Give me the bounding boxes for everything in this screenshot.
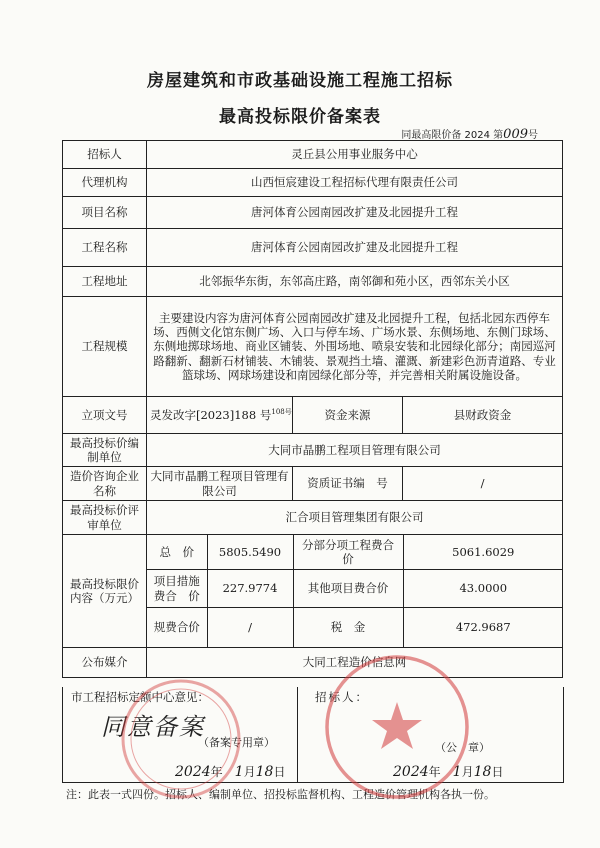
subitem-label: 分部分项工程费合价 (293, 535, 403, 569)
right-date-year: 2024 (393, 764, 429, 780)
tax-value: 472.9687 (455, 620, 511, 635)
subitem-value: 5061.6029 (452, 544, 515, 559)
fee-label: 规费合价 (147, 608, 207, 647)
cert-label: 资质证书编 号 (293, 467, 403, 501)
price-row-1 (147, 535, 563, 570)
page-title-line1: 房屋建筑和市政基础设施工程施工招标 (147, 71, 453, 91)
total-label: 总 价 (147, 535, 207, 569)
consult-label: 造价咨询企业名称 (63, 467, 147, 501)
left-date-month: 1 (234, 764, 244, 780)
handwritten-signature: 同意备案 (101, 713, 205, 741)
right-year-char: 年 (428, 765, 441, 779)
center-opinion-label: 市工程招标定额中心意见： (71, 690, 209, 704)
price-row-2 (147, 570, 563, 608)
right-date (393, 763, 503, 780)
fee-value: / (207, 608, 293, 647)
left-year-char: 年 (210, 765, 223, 779)
approval-section (62, 687, 564, 783)
reviewer-label: 最高投标价评审单位 (63, 501, 147, 535)
filing-stamp-label: （备案专用章） (198, 736, 275, 749)
price-label: 最高投标限价内容（万元） (63, 535, 147, 648)
other-label: 其他项目费合价 (293, 570, 403, 607)
record-number-handwritten: 009 (503, 127, 528, 142)
footnote: 注：此表一式四份。招标人、编制单位、招投标监督机构、工程造价管理机构各执一份。 (66, 788, 495, 801)
left-date-day: 18 (255, 764, 274, 780)
right-date-day: 18 (473, 764, 492, 780)
price-row-3 (147, 608, 563, 648)
measures-value: 227.9774 (207, 570, 293, 607)
fund-label: 资金来源 (293, 397, 403, 434)
consult-value: 大同市晶鹏工程项目管理有限公司 (147, 467, 293, 501)
location-label: 工程地址 (63, 267, 147, 297)
engineering-name-label: 工程名称 (63, 229, 147, 267)
scale-value: 主要建设内容为唐河体育公园南园改扩建及北园提升工程，包括北园东西停车场、西侧文化馆东侧广场、入口与停车场、广场水景、东侧场地、东侧门球场、东侧地掷球场地、商业区铺装、外围场地、喷泉安装和北园绿化部分；南园巡河路翻新、翻新石材铺装、木铺装、景观挡土墙、灌溉、新建彩色沥青道路、专业篮球场、网球场建设和南园绿化部分等，并完善相关附属设施设备。 (147, 297, 563, 397)
right-date-month: 1 (452, 764, 462, 780)
approval-value: 灵发改字[2023]188 号 (150, 407, 272, 422)
location-value: 北邻振华东街，东邻高庄路，南邻御和苑小区，西邻东关小区 (147, 267, 563, 297)
right-month-char: 月 (461, 765, 474, 779)
agency-label: 代理机构 (63, 169, 147, 197)
approval-divider (297, 687, 298, 782)
tax-label: 税 金 (293, 608, 403, 647)
official-seal-label: （公 章） (435, 741, 490, 754)
compiler-value: 大同市晶鹏工程项目管理有限公司 (147, 434, 563, 467)
tenderer-value: 灵丘县公用事业服务中心 (147, 141, 563, 169)
other-value: 43.0000 (459, 581, 508, 596)
left-month-char: 月 (243, 765, 256, 779)
left-date (175, 763, 285, 780)
reviewer-value: 汇合项目管理集团有限公司 (147, 501, 563, 535)
engineering-name-value: 唐河体育公园南园改扩建及北园提升工程 (147, 229, 563, 267)
filing-table (62, 140, 563, 678)
record-number-suffix: 号 (528, 130, 538, 141)
total-value: 5805.5490 (207, 535, 293, 569)
compiler-label: 最高投标价编制单位 (63, 434, 147, 467)
page-title-line2: 最高投标限价备案表 (219, 107, 381, 127)
media-label: 公布媒介 (63, 648, 147, 678)
left-day-char: 日 (273, 765, 286, 779)
project-name-label: 项目名称 (63, 197, 147, 229)
approval-note: 108号 (271, 407, 292, 416)
record-number-prefix: 同最高限价备 2024 第 (401, 130, 504, 141)
tenderer-sign-label: 招标人： (315, 690, 369, 704)
approval-label: 立项文号 (63, 397, 147, 434)
cert-value: / (403, 467, 563, 501)
project-name-value: 唐河体育公园南园改扩建及北园提升工程 (147, 197, 563, 229)
scale-label: 工程规模 (63, 297, 147, 397)
fund-value: 县财政资金 (403, 397, 563, 434)
right-day-char: 日 (491, 765, 504, 779)
measures-label: 项目措施费合 价 (147, 570, 207, 607)
media-value: 大同工程造价信息网 (147, 648, 563, 678)
tenderer-label: 招标人 (63, 141, 147, 169)
left-date-year: 2024 (175, 764, 211, 780)
approval-cell (147, 397, 293, 434)
agency-value: 山西恒宸建设工程招标代理有限责任公司 (147, 169, 563, 197)
